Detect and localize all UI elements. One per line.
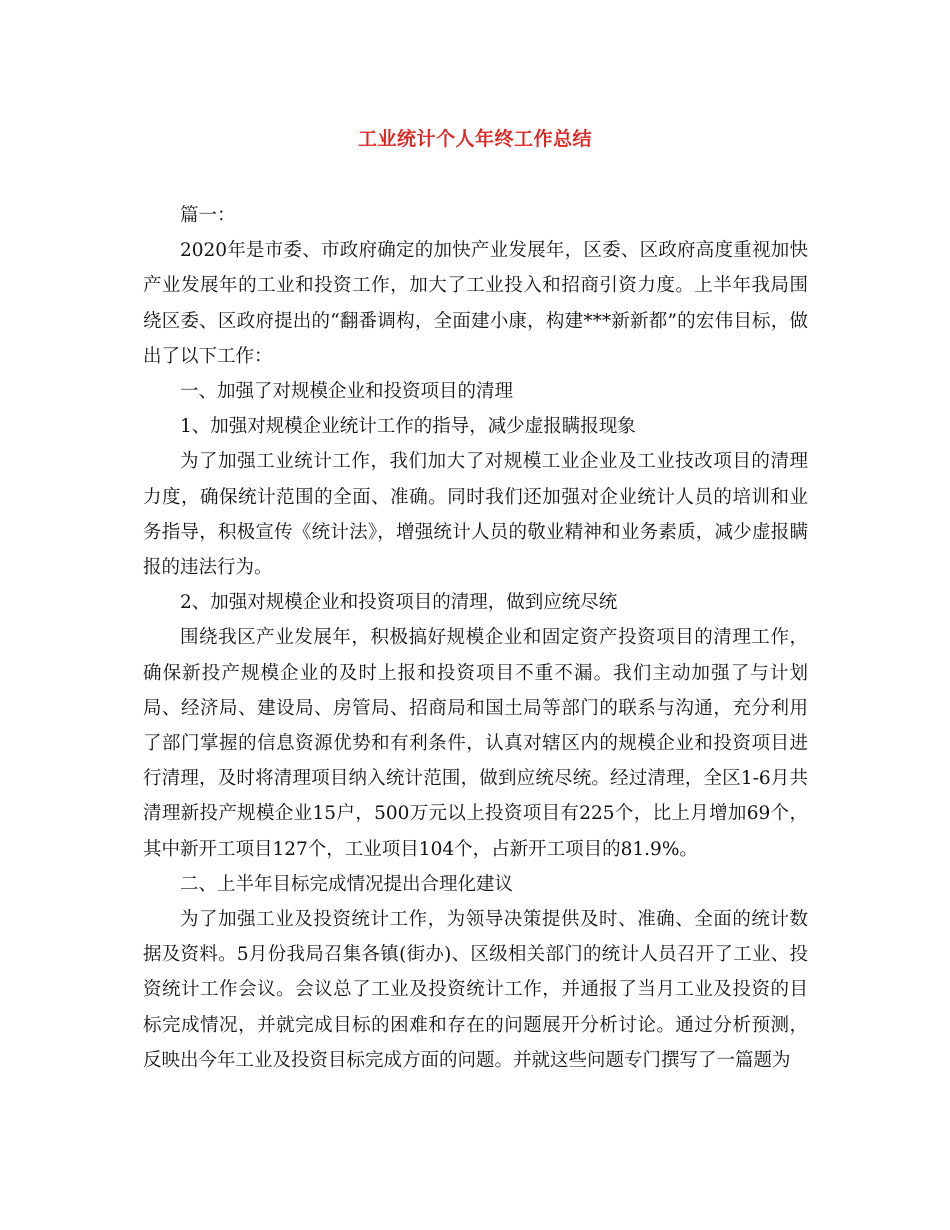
paragraph-intro: 2020年是市委、市政府确定的加快产业发展年，区委、区政府高度重视加快产业发展年的工业和投资工作，加大了工业投入和招商引资力度。上半年我局围绕区委、区政府提出的“翻番调构，全面建小康，构建***新新都”的宏伟目标，做出了以下工作： (143, 240, 808, 367)
document-body (143, 198, 808, 1078)
document-title: 工业统计个人年终工作总结 (357, 128, 592, 150)
heading-section-2: 二、上半年目标完成情况提出合理化建议 (180, 873, 514, 895)
paragraph-section-label: 篇一： (180, 205, 236, 226)
subheading-1-1: 1、加强对规模企业统计工作的指导，减少虚报瞒报现象 (180, 416, 636, 438)
paragraph-2: 为了加强工业及投资统计工作，为领导决策提供及时、准确、全面的统计数据及资料。5月份我局召集各镇(街办)、区级相关部门的统计人员召开了工业、投资统计工作会议。会议总了工业及投资统计工作，并通报了当月工业及投资的目标完成情况，并就完成目标的困难和存在的问题展开分析讨论。通过分析预测，反映出今年工业及投资目标完成方面的问题。并就这些问题专门撰写了一篇题为 (143, 909, 808, 1071)
paragraph-1-1: 为了加强工业统计工作，我们加大了对规模工业企业及工业技改项目的清理力度，确保统计范围的全面、准确。同时我们还加强对企业统计人员的培训和业务指导，积极宣传《统计法》，增强统计人员的敬业精神和业务素质，减少虚报瞒报的违法行为。 (143, 451, 808, 579)
heading-section-1: 一、加强了对规模企业和投资项目的清理 (180, 381, 514, 403)
paragraph-1-2: 围绕我区产业发展年，积极搞好规模企业和固定资产投资项目的清理工作，确保新投产规模企业的及时上报和投资项目不重不漏。我们主动加强了与计划局、经济局、建设局、房管局、招商局和国土局等部门的联系与沟通，充分利用了部门掌握的信息资源优势和有利条件，认真对辖区内的规模企业和投资项目进行清理，及时将清理项目纳入统计范围，做到应统尽统。经过清理，全区1-6月共清理新投产规模企业15户，500万元以上投资项目有225个，比上月增加69个，其中新开工项目127个，工业项目104个，占新开工项目的81.9%。 (143, 627, 808, 860)
subheading-1-2: 2、加强对规模企业和投资项目的清理，做到应统尽统 (180, 592, 618, 614)
